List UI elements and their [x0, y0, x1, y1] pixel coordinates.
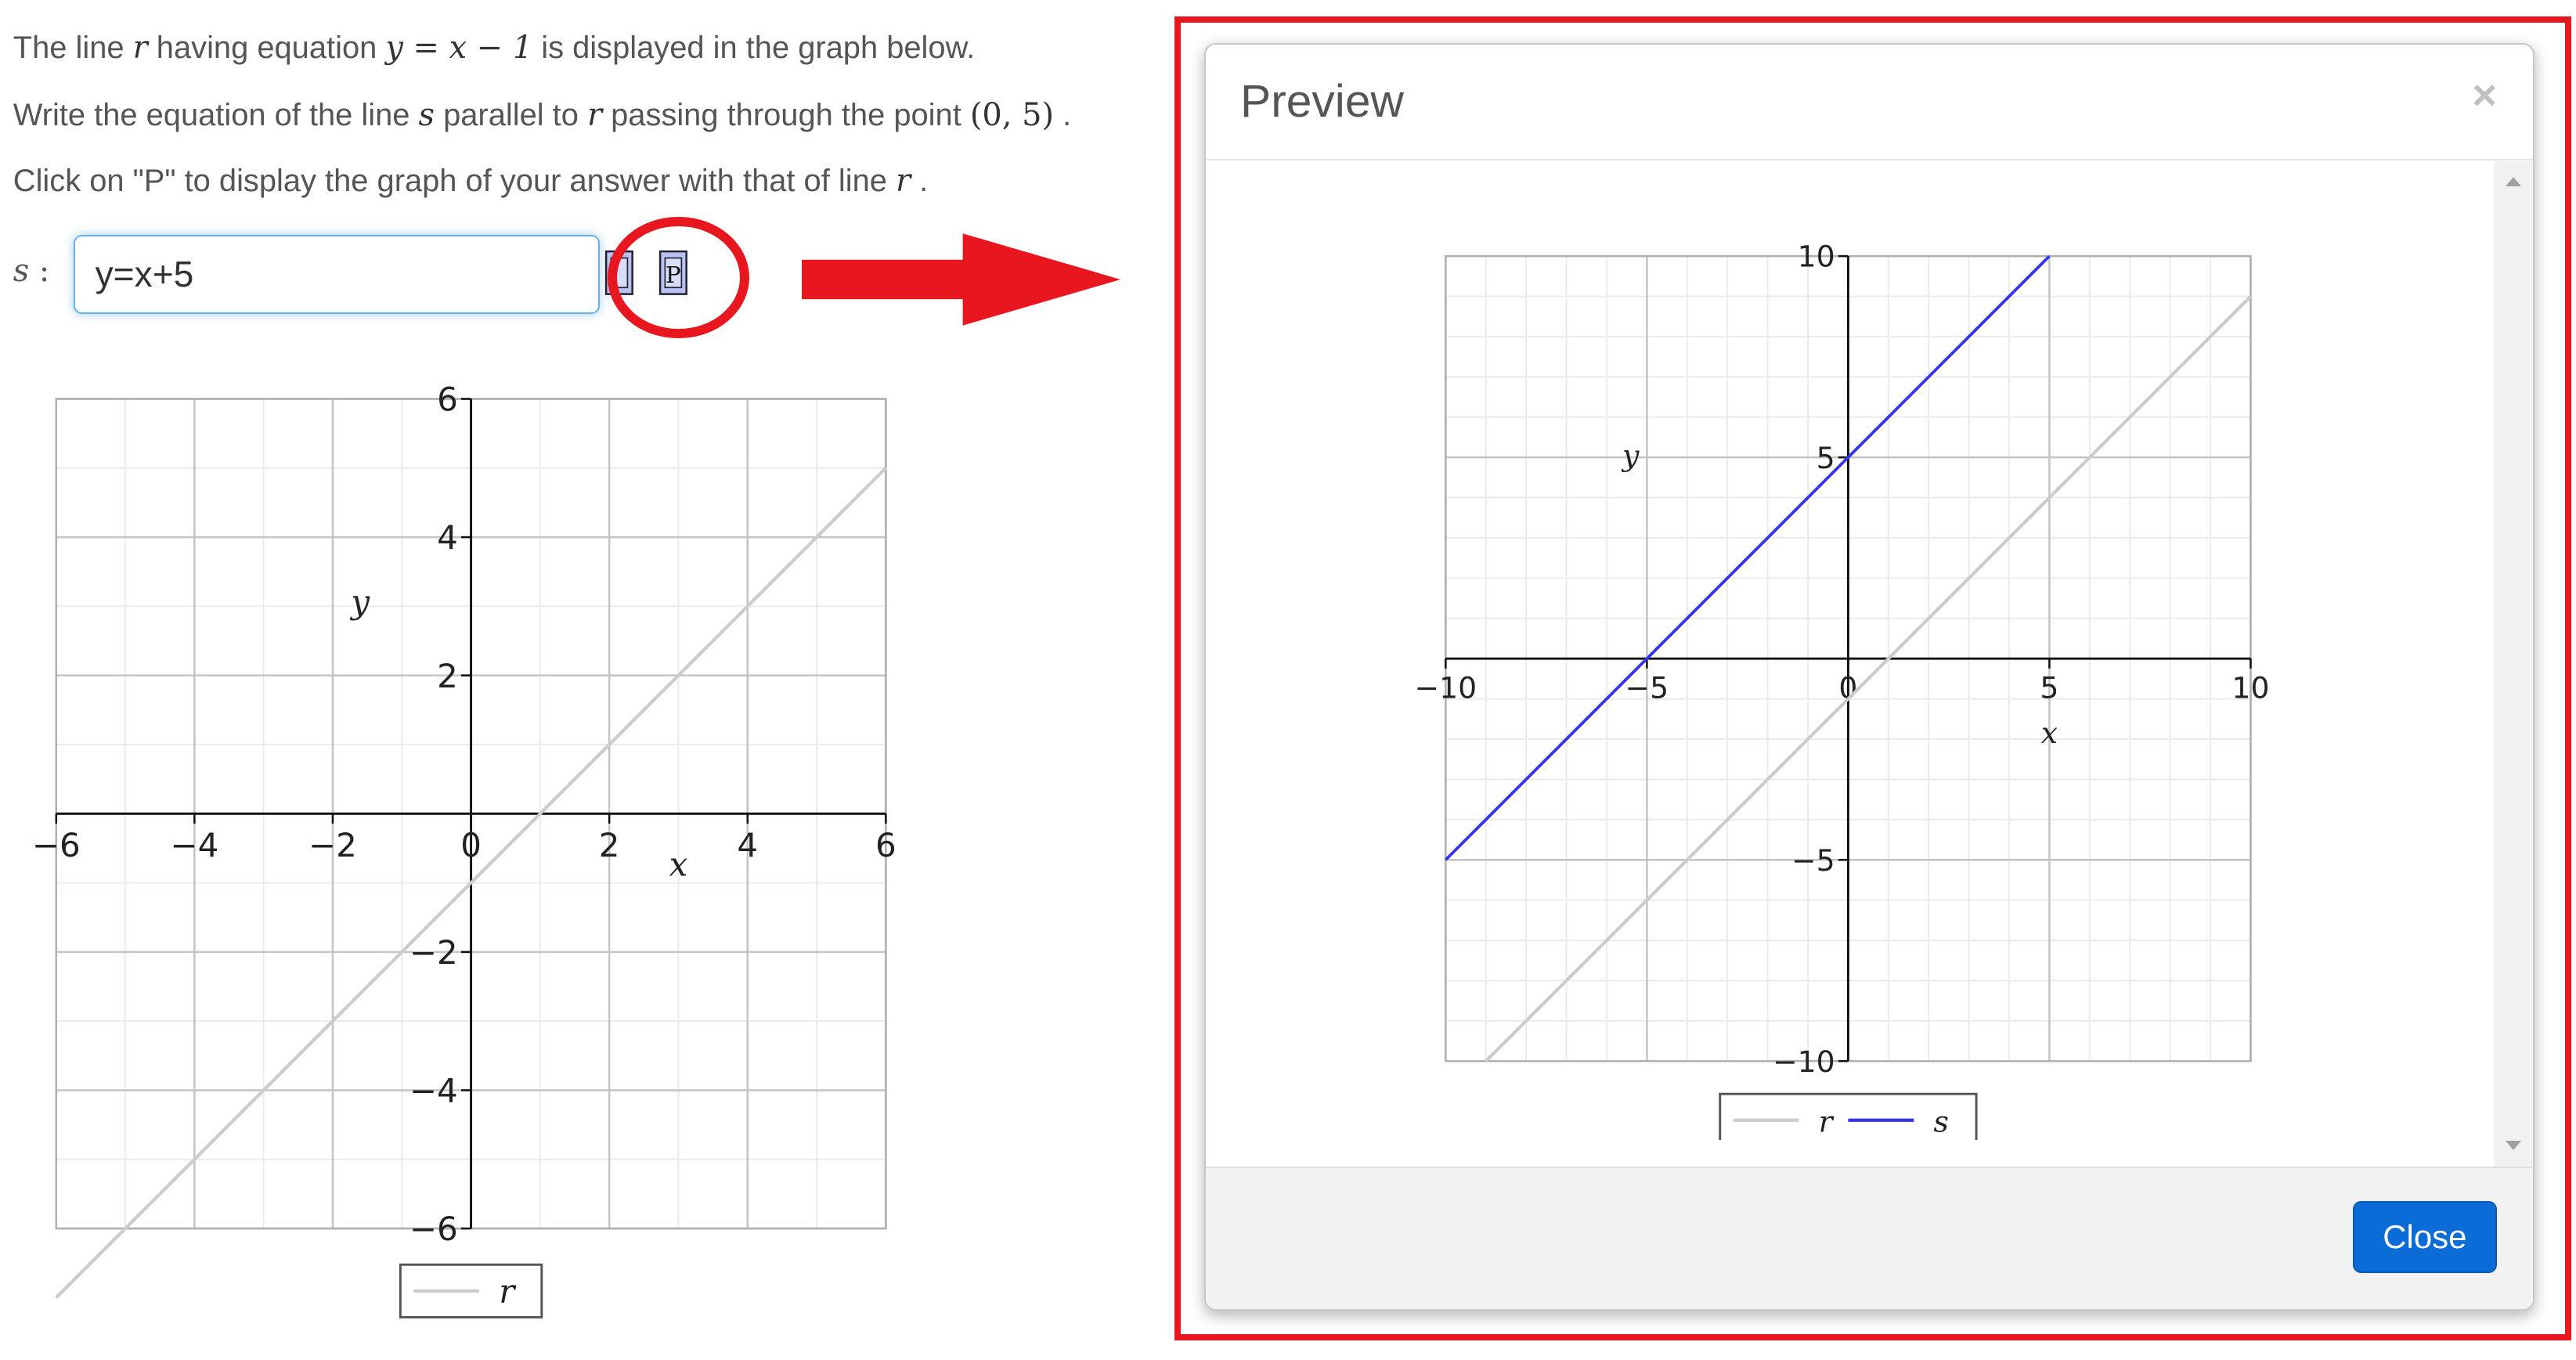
y-tick-label: −4 — [409, 1071, 458, 1110]
line-r-graph — [27, 374, 947, 1360]
modal-title: Preview — [1240, 76, 1404, 128]
y-tick-label: 10 — [1797, 239, 1835, 274]
math-s: s — [418, 96, 435, 133]
annotation-arrow — [802, 230, 1131, 329]
scroll-up-arrow-icon[interactable] — [2506, 177, 2521, 186]
y-tick-label: 4 — [436, 518, 458, 557]
x-tick-label: 6 — [875, 826, 897, 865]
modal-scrollbar[interactable] — [2494, 161, 2533, 1167]
math-point: (0, 5) — [969, 96, 1055, 133]
y-axis-label: y — [350, 583, 370, 622]
close-x-icon[interactable]: × — [2472, 71, 2498, 120]
question-text: having equation — [147, 30, 386, 65]
x-axis-label: x — [669, 846, 687, 885]
x-tick-label: −5 — [1625, 670, 1669, 705]
x-tick-label: −2 — [308, 826, 357, 865]
x-tick-label: −4 — [169, 826, 218, 865]
preview-modal — [1204, 43, 2535, 1311]
modal-header — [1206, 45, 2533, 161]
math-equation: y = x − 1 — [385, 29, 533, 66]
x-tick-label: 10 — [2231, 670, 2270, 705]
question-line-1 — [13, 30, 975, 66]
answer-input[interactable] — [74, 235, 599, 314]
question-line-2 — [13, 97, 1071, 133]
x-tick-label: −6 — [31, 826, 81, 865]
question-text: Write the equation of the line — [13, 97, 419, 132]
svg-text:P: P — [666, 261, 682, 288]
legend-label-s: s — [1933, 1104, 1949, 1139]
series-line-s — [1445, 256, 2049, 860]
x-tick-label: 5 — [2040, 670, 2059, 705]
question-text: . — [1054, 97, 1072, 132]
y-tick-label: 2 — [436, 657, 458, 696]
x-tick-label: 2 — [598, 826, 620, 865]
question-text: is displayed in the graph below. — [532, 30, 976, 65]
close-button[interactable]: Close — [2353, 1201, 2498, 1273]
x-tick-label: 0 — [1838, 670, 1858, 705]
x-axis-label: x — [2040, 716, 2058, 751]
question-text: . — [911, 163, 929, 198]
question-text: parallel to — [435, 97, 587, 132]
scroll-down-arrow-icon[interactable] — [2506, 1141, 2521, 1150]
question-text: Click on "P" to display the graph of your answer with that of line — [13, 163, 896, 198]
series-line-r — [1486, 297, 2251, 1062]
question-text: passing through the point — [602, 97, 970, 132]
y-tick-label: −6 — [409, 1210, 458, 1249]
annotation-circle — [608, 217, 749, 338]
legend-label-r: r — [1818, 1104, 1833, 1139]
y-tick-label: 5 — [1816, 440, 1835, 475]
question-line-3 — [13, 163, 928, 199]
preview-graph — [1390, 187, 2310, 1140]
answer-label-s: s — [13, 253, 30, 290]
answer-label — [13, 253, 50, 289]
answer-label-colon: : — [29, 253, 50, 290]
modal-footer — [1206, 1167, 2533, 1309]
y-tick-label: −2 — [409, 933, 458, 972]
y-tick-label: −10 — [1772, 1044, 1835, 1079]
x-tick-label: 0 — [460, 826, 482, 865]
question-text: The line — [13, 30, 133, 65]
math-r: r — [132, 29, 148, 66]
y-axis-label: y — [1622, 438, 1640, 473]
x-tick-label: −10 — [1414, 670, 1477, 705]
modal-body — [1206, 161, 2533, 1167]
legend-label-r: r — [498, 1272, 514, 1311]
math-r: r — [587, 96, 603, 133]
y-tick-label: −5 — [1791, 842, 1835, 878]
y-tick-label: 6 — [436, 380, 458, 419]
x-tick-label: 4 — [736, 826, 758, 865]
math-r: r — [896, 162, 911, 199]
